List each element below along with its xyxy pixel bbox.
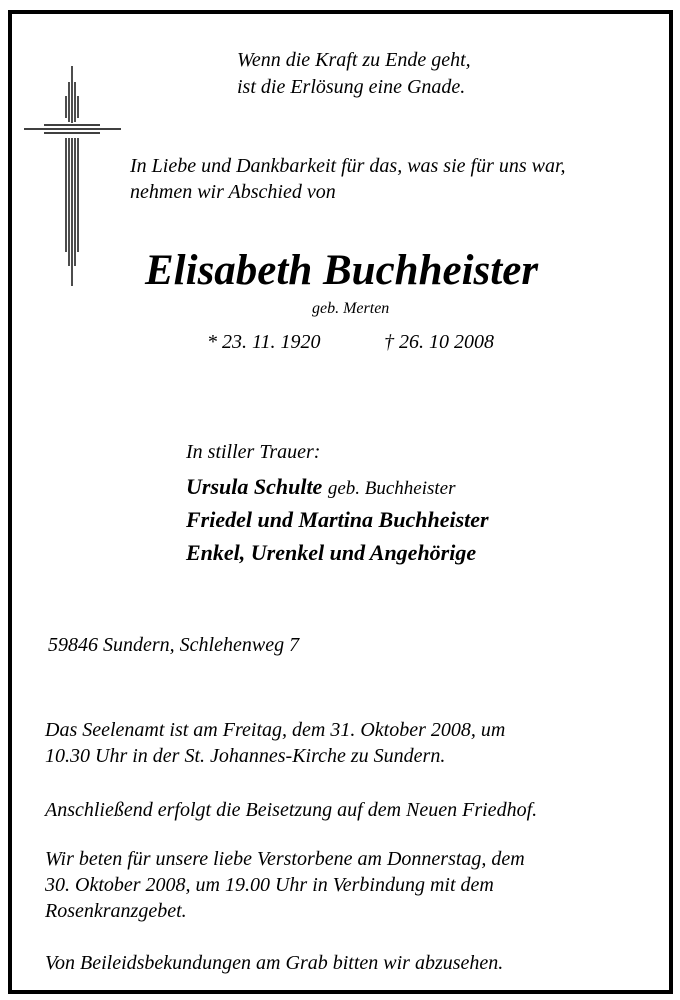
rosary-line-1: Wir beten für unsere liebe Verstorbene am Donnerstag, dem <box>45 848 525 870</box>
maiden-name: geb. Merten <box>312 300 390 317</box>
mourner-1-name: Ursula Schulte <box>186 474 323 499</box>
motto-line-1: Wenn die Kraft zu Ende geht, <box>237 49 471 71</box>
deceased-name: Elisabeth Buchheister <box>145 247 539 294</box>
death-date: † 26. 10 2008 <box>384 331 494 353</box>
mourner-3: Enkel, Urenkel und Angehörige <box>186 540 477 565</box>
mourner-1-note: geb. Buchheister <box>327 478 456 499</box>
mourner-2: Friedel und Martina Buchheister <box>186 507 489 532</box>
motto-line-2: ist die Erlösung eine Gnade. <box>237 76 466 98</box>
mourner-1 <box>186 474 456 500</box>
intro-line-1: In Liebe und Dankbarkeit für das, was sie für uns war, <box>130 155 566 177</box>
service-line-1: Das Seelenamt ist am Freitag, dem 31. Oktober 2008, um <box>45 719 506 741</box>
service-line-2: 10.30 Uhr in der St. Johannes-Kirche zu Sundern. <box>45 745 446 767</box>
cross-icon <box>24 66 124 288</box>
birth-date: * 23. 11. 1920 <box>207 331 321 353</box>
address: 59846 Sundern, Schlehenweg 7 <box>48 634 300 656</box>
burial-info: Anschließend erfolgt die Beisetzung auf dem Neuen Friedhof. <box>45 799 538 821</box>
mourning-heading: In stiller Trauer: <box>186 441 321 463</box>
intro-line-2: nehmen wir Abschied von <box>130 181 336 203</box>
rosary-line-2: 30. Oktober 2008, um 19.00 Uhr in Verbindung mit dem <box>45 874 494 896</box>
condolence-note: Von Beileidsbekundungen am Grab bitten wir abzusehen. <box>45 952 504 974</box>
rosary-line-3: Rosenkranzgebet. <box>45 900 187 922</box>
